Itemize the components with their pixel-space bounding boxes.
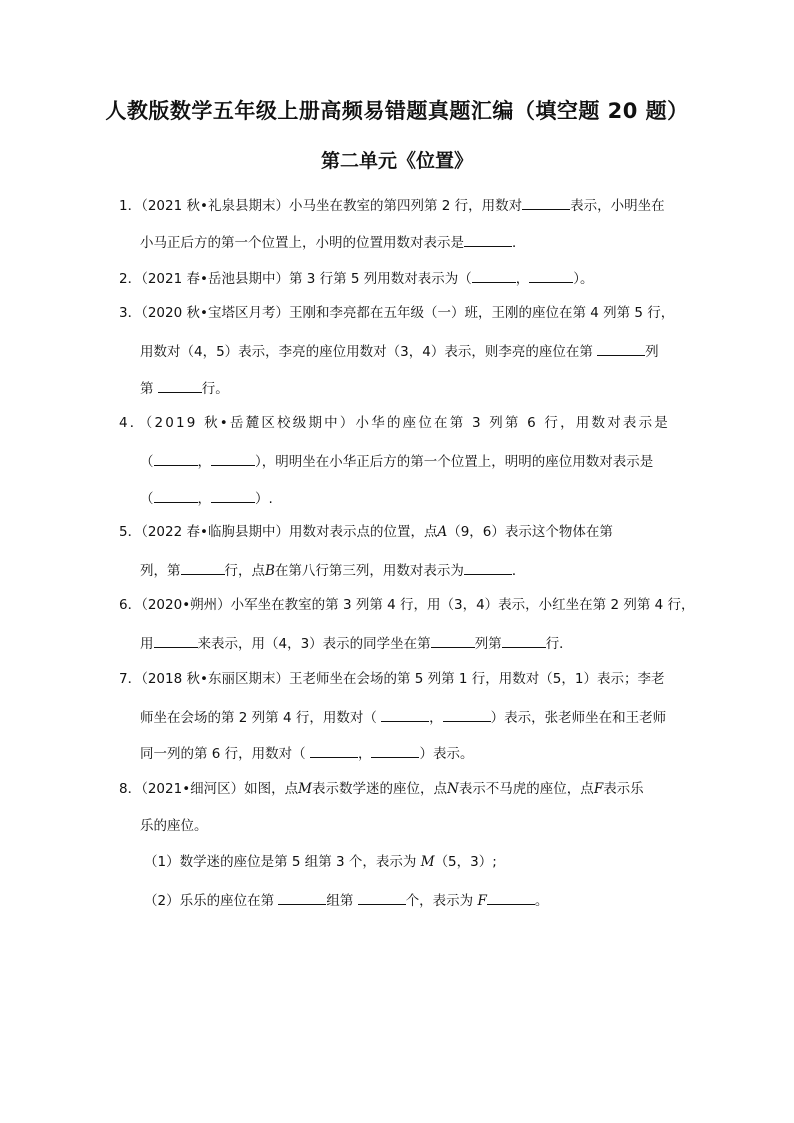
q8-text-a1: 8．（2021•细河区）如图，点 <box>119 781 299 797</box>
page-title: 人教版数学五年级上册高频易错题真题汇编（填空题 20 题） <box>105 99 689 123</box>
q4-text-f: ， <box>197 491 211 507</box>
q2-text-a: 2．（2021 春•岳池县期中）第 3 行第 5 列用数对表示为（ <box>119 271 472 287</box>
q4-text-g: ）. <box>255 491 273 507</box>
q5-text-b1: 列，第 <box>140 563 181 579</box>
question-4-line-2 <box>140 451 653 471</box>
answer-blank[interactable] <box>472 268 516 283</box>
question-7-line-2 <box>140 707 666 727</box>
q8-sub1-text-c: （5，3）; <box>434 854 497 870</box>
answer-blank[interactable] <box>211 488 255 503</box>
answer-blank[interactable] <box>154 488 198 503</box>
q1-text-b: 表示，小明坐在 <box>570 198 665 214</box>
answer-blank[interactable] <box>431 633 475 648</box>
question-3-line-1 <box>119 304 674 322</box>
unit-subtitle: 第二单元《位置》 <box>320 150 473 172</box>
q7-text-c1: 同一列的第 6 行，用数对（ <box>140 746 306 762</box>
point-a-label: A <box>437 524 448 540</box>
answer-blank[interactable] <box>358 890 406 905</box>
question-8-sub-2 <box>144 890 548 910</box>
q5-text-b2: 行，点 <box>224 563 265 579</box>
answer-blank[interactable] <box>154 633 198 648</box>
answer-blank[interactable] <box>371 743 419 758</box>
point-f-label: F <box>593 781 604 797</box>
q3-text-a: 3．（2020 秋•宝塔区月考）王刚和李亮都在五年级（一）班，王刚的座位在第 4 列第 5 行， <box>119 305 675 321</box>
answer-blank[interactable] <box>502 633 546 648</box>
answer-blank[interactable] <box>158 378 202 393</box>
q7-text-a: 7．（2018 秋•东丽区期末）王老师坐在会场的第 5 列第 1 行，用数对（5，1）表示；李老 <box>119 671 665 687</box>
question-3-line-3 <box>140 378 229 398</box>
q8-text-b: 乐的座位。 <box>140 818 208 834</box>
q3-text-c: 列 <box>645 344 659 360</box>
q6-text-b3: 列第 <box>474 636 502 652</box>
q7-text-c2: ， <box>357 746 372 762</box>
q4-text-b: （ <box>140 454 154 470</box>
q7-text-b1: 师坐在会场的第 2 列第 4 行，用数对（ <box>140 710 377 726</box>
q6-text-a: 6．（2020•朔州）小军坐在教室的第 3 列第 4 行，用（3，4）表示，小红坐在第 2 列第 4 行， <box>119 597 695 613</box>
question-5-line-1 <box>119 523 613 541</box>
q5-text-a2: （9，6）表示这个物体在第 <box>447 524 613 540</box>
q4-text-e: （ <box>140 491 154 507</box>
q1-text-c: 小马正后方的第一个位置上，小明的位置用数对表示是 <box>140 235 464 251</box>
question-8-line-1 <box>119 780 644 798</box>
q5-text-a1: 5．（2022 春•临朐县期中）用数对表示点的位置，点 <box>119 524 438 540</box>
q6-text-b4: 行． <box>545 636 573 652</box>
answer-blank[interactable] <box>597 341 645 356</box>
q7-text-b2: ， <box>429 710 443 726</box>
q4-text-c: ， <box>197 454 211 470</box>
point-m-label: M <box>298 781 312 797</box>
q7-text-b3: ）表示，张老师坐在和王老师 <box>490 710 667 726</box>
answer-blank[interactable] <box>278 890 326 905</box>
q3-text-d: 第 <box>140 381 154 397</box>
q4-text-a: 4．（2019 秋•岳麓区校级期中）小华的座位在第 3 列第 6 行，用数对表示是 <box>119 415 670 431</box>
question-6-line-2 <box>140 633 573 653</box>
question-8-line-2 <box>140 817 208 835</box>
answer-blank[interactable] <box>381 707 429 722</box>
point-n-label: N <box>447 781 459 797</box>
q3-text-e: 行。 <box>201 381 229 397</box>
answer-blank[interactable] <box>154 451 198 466</box>
question-1-line-1 <box>119 195 665 215</box>
answer-blank[interactable] <box>464 232 512 247</box>
point-f-label: F <box>477 893 487 909</box>
answer-blank[interactable] <box>181 560 225 575</box>
q1-text-a: 1．（2021 秋•礼泉县期末）小马坐在教室的第四列第 2 行，用数对 <box>119 198 523 214</box>
question-4-line-3 <box>140 488 273 508</box>
q3-text-b: 用数对（4，5）表示，李亮的座位用数对（3，4）表示，则李亮的座位在第 <box>140 344 593 360</box>
q8-sub2-text-c: 个，表示为 <box>405 893 474 909</box>
question-2-line-1 <box>119 268 594 288</box>
q8-sub2-text-a: （2）乐乐的座位在第 <box>144 893 275 909</box>
answer-blank[interactable] <box>443 707 491 722</box>
q8-text-a4: 表示乐 <box>603 781 644 797</box>
question-6-line-1 <box>119 596 695 614</box>
q2-text-b: ， <box>515 271 530 287</box>
q8-text-a2: 表示数学迷的座位，点 <box>312 781 447 797</box>
answer-blank[interactable] <box>529 268 573 283</box>
q7-text-c3: ）表示。 <box>419 746 474 762</box>
question-3-line-2 <box>140 341 659 361</box>
q5-text-b3: 在第八行第三列，用数对表示为 <box>274 563 464 579</box>
q8-sub1-text-a: （1）数学迷的座位是第 5 组第 3 个，表示为 <box>144 854 417 870</box>
question-1-line-2 <box>140 232 526 252</box>
q6-text-b1: 用 <box>140 636 154 652</box>
q6-text-b2: 来表示，用（4，3）表示的同学坐在第 <box>197 636 431 652</box>
answer-blank[interactable] <box>487 890 535 905</box>
question-5-line-2 <box>140 560 525 580</box>
q8-sub2-text-b: 组第 <box>326 893 354 909</box>
q8-text-a3: 表示不马虎的座位，点 <box>458 781 594 797</box>
point-b-label: B <box>265 563 275 579</box>
answer-blank[interactable] <box>522 195 570 210</box>
q2-text-c: ）。 <box>573 271 594 287</box>
q1-text-d: ． <box>512 235 526 251</box>
question-7-line-1 <box>119 670 664 688</box>
answer-blank[interactable] <box>211 451 255 466</box>
q8-sub2-text-e: 。 <box>534 893 549 909</box>
question-7-line-3 <box>140 743 473 763</box>
question-8-sub-1 <box>144 853 497 871</box>
q4-text-d: ），明明坐在小华正后方的第一个位置上，明明的座位用数对表示是 <box>255 454 654 470</box>
answer-blank[interactable] <box>310 743 358 758</box>
question-4-line-1 <box>119 414 670 432</box>
answer-blank[interactable] <box>464 560 512 575</box>
q5-text-b4: ． <box>511 563 526 579</box>
point-m-label: M <box>420 854 435 870</box>
